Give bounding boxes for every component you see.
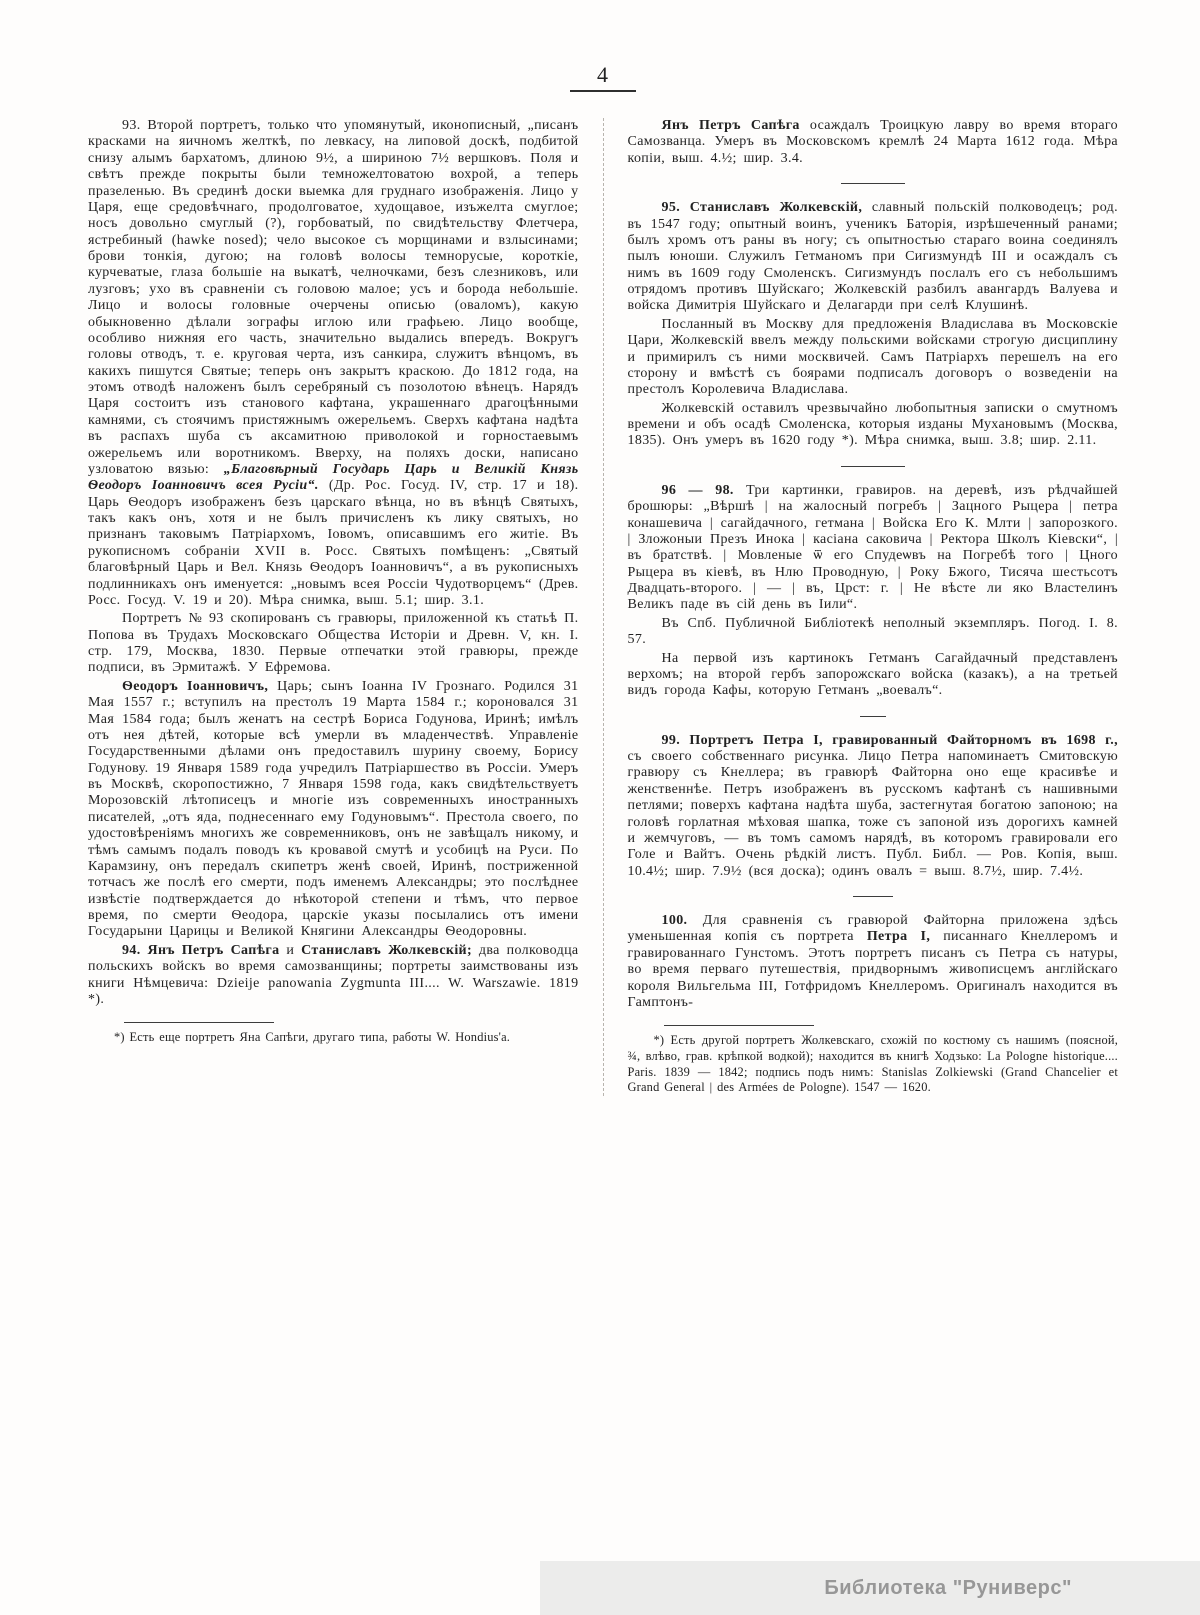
entry-93-provenance: Портретъ № 93 скопированъ съ гравюры, приложенной къ статьѣ П. Попова въ Трудахъ Московскаго Общества Исторіи и Древн. V, кн. I. стр. 179, Москва, 1830. Первые отпечатки этой гравюры, прежде подписи, въ Эрмитажѣ. У Ефремова. bbox=[88, 611, 579, 676]
section-separator bbox=[853, 896, 893, 897]
name-feodor: Ѳеодоръ Іоанновичъ, bbox=[122, 678, 269, 694]
page-number: 4 bbox=[597, 62, 609, 87]
paragraph-text: осаждалъ Троицкую лавру во время втораго Самозванца. Умеръ въ Московскомъ кремлѣ 24 Марта 1612 года. Мѣра копіи, выш. 4.½; шир. 3.4. bbox=[627, 118, 1118, 166]
section-separator bbox=[841, 183, 905, 184]
name-sapega: Янъ Петръ Сапѣга bbox=[147, 942, 280, 958]
entry-95-paragraph: Жолкевскій оставилъ чрезвычайно любопытныя записки о смутномъ времени и объ осадѣ Смоленска, которыя изданы Мухановымъ (Москва, 1835). Онъ умеръ въ 1620 году *). Мѣра снимка, выш. 3.8; шир. 2.11. bbox=[627, 400, 1118, 449]
page-header bbox=[88, 62, 1118, 92]
column-right bbox=[604, 118, 1119, 1096]
entry-99 bbox=[628, 733, 1119, 880]
paragraph-text: два полководца польскихъ войскъ во время самозванщины; портреты заимствованы изъ книги Нѣмцевича: Dzieije panowania Zygmunta III.... W. Warszawie. 1819 *). bbox=[88, 942, 579, 1007]
section-separator bbox=[860, 716, 886, 717]
name-peter: Петра I, bbox=[866, 929, 931, 945]
paragraph-text: Для сравненія съ гравюрой Файторна приложена здѣсь уменьшенная копія съ портрета bbox=[627, 913, 1118, 945]
section-separator bbox=[841, 466, 905, 467]
name-zholkiewski: 95. Станиславъ Жолкевскій, bbox=[661, 200, 863, 216]
entry-94-sapega-note bbox=[628, 118, 1119, 167]
paragraph-text: Три картинки, гравиров. на деревѣ, изъ рѣдчайшей брошюры: „Вѣршѣ | на жалосный погребъ | Зацного Рыцера | петра конашевича | сагайдачного, гетмана | Войска Его К. Млти | запорозкого. | Зложоныи Презъ Инока | касіана саковича | Ректора Школъ Кіевски“, | въ братствѣ. | Мовленые ѿ его Спудеѡвъ на Погребѣ того | Цного Рыцера въ кіевѣ, въ Нлю Проводную, | Року Бжого, Тисяча шестьсотъ Двадцать-второго. | — | въ, Црст: г. | Не вѣсте ли яко Властелинъ Великъ паде въ сій день въ Іили“. bbox=[627, 482, 1118, 613]
feodor-biography bbox=[88, 679, 579, 941]
entry-number: 96 — 98. bbox=[661, 482, 734, 498]
paragraph-text: 93. Второй портретъ, только что упомянутый, иконописный, „писанъ красками на яичномъ желткѣ, по левкасу, на липовой доскѣ, подбитой снизу алымъ бархатомъ, длиною 9½, а шириною 7½ вершковъ. Поля и свѣтъ прежде покрыты были темножелтоватою вохрой, а теперь празеленью. Въ срединѣ доски выемка для груднаго изображенія. Лицо у Царя, еще средовѣчнаго, продолговатое, худощавое, изъжелта смуглое; носъ довольно смуглый (?), горбоватый, по свидѣтельству Флетчера, ястребиный (hawke nosed); чело высокое съ морщинами и взлысинами; брови тонкія, дугою; на головѣ волосы темнорусые, короткіе, курчеватые, глаза большіе на выкатѣ, челночками, безъ слезниковъ, или лузговъ; ухо въ сравненіи съ головою малое; усъ и борода небольшіе. Лицо и волосы головные очерчены описью (оваломъ), какую обыкновенно дѣлали зографы иглою или графьею. Лицо вообще, особливо нижняя его часть, значительно выдались впередъ. Вокругъ головы отводъ, т. е. круговая черта, изъ санкира, служитъ вѣнцомъ, въ какихъ пишутся Святые; теперь онъ закрытъ краскою. До 1812 года, на этомъ отводѣ наложенъ былъ серебряный съ позолотою вѣнецъ. Нарядъ Царя состоитъ изъ станового кафтана, украшеннаго драгоцѣнными камнями, съ стоячимъ пристяжнымъ ожерельемъ. Сверхъ кафтана надѣта въ распахъ шуба съ аксамитною приволокой и горностаевымъ ожерельемъ или воротникомъ. Вверху, на поляхъ доски, написано узловатою вязью: bbox=[88, 118, 579, 477]
column-left bbox=[88, 118, 603, 1096]
footnote-left: *) Есть еще портретъ Яна Сапѣги, другаго типа, работы W. Hondius'a. bbox=[114, 1030, 511, 1045]
watermark: Библиотека "Руниверс" bbox=[824, 1576, 1072, 1599]
conjunction: и bbox=[279, 942, 302, 958]
footnote-right: *) Есть другой портретъ Жолкевскаго, схожій по костюму съ нашимъ (поясной, ¾, влѣво, грав. крѣпкой водкой); находится въ книгѣ Ходзько: La Pologne historique.... Paris. 1839 — 1842; подпись подъ нимъ: Stanislas Zolkiewski (Grand Chancelier et Grand General | des Armées de Pologne). 1547 — 1620. bbox=[627, 1033, 1118, 1095]
entry-96-98-paragraph: На первой изъ картинокъ Гетманъ Сагайдачный представленъ верхомъ; на второй гербъ запорожскаго войска (казакъ), а на третьей видъ города Кафы, которую Гетманъ „воевалъ“. bbox=[627, 650, 1118, 699]
name-sapega: Янъ Петръ Сапѣга bbox=[661, 118, 800, 133]
entry-100 bbox=[628, 913, 1119, 1011]
entry-number: 100. bbox=[661, 913, 703, 928]
entry-94 bbox=[88, 943, 579, 1009]
watermark-band bbox=[540, 1561, 1200, 1615]
name-zholkiewski: Станиславъ Жолкевскій; bbox=[301, 942, 472, 958]
entry-95 bbox=[628, 200, 1119, 315]
entry-title: 99. Портретъ Петра I, гравированный Файторномъ въ 1698 г., bbox=[661, 732, 1118, 748]
entry-96-98 bbox=[628, 483, 1119, 614]
inscription-quote: „Благовѣрный Государь Царь и Великій Князь Ѳеодоръ Іоанновичъ всея Русіи“. bbox=[88, 461, 579, 494]
paragraph-text: Царь; сынъ Іоанна IV Грознаго. Родился 31 Мая 1557 г.; вступилъ на престолъ 19 Марта 1584 г.; короновался 31 Мая 1584 года; былъ женатъ на сестрѣ Бориса Годунова, Иринѣ; имѣлъ отъ нея дѣтей, которые всѣ умерли въ младенчествѣ. Управленіе Государственными дѣлами онъ предоставилъ шурину своему, Борису Годунову. 19 Января 1589 года учредилъ Патріаршество въ Россіи. Умеръ въ Москвѣ, скоропостижно, 7 Января 1598 года, какъ свидѣтельствуетъ Морозовскій лѣтописецъ и многіе изъ современныхъ иностранныхъ писателей, „отъ яда, поднесеннаго ему Годуновымъ“. Престола своего, по удостовѣреніямъ многихъ же современниковъ, онъ не завѣщалъ никому, и тѣмъ самымъ подалъ поводъ къ кровавой смутѣ и усобицѣ на Руси. По Карамзину, онъ передалъ скипетръ женѣ своей, Иринѣ, постриженной тотчасъ же послѣ его смерти, подъ именемъ Александры; это послѣднее извѣстіе подтверждается до нѣкоторой степени и тѣмъ, что первое время, по смерти Ѳеодора, царскіе указы посылались отъ имени Государыни Царицы и Великой Княгини Александры Ѳеодоровны. bbox=[88, 678, 579, 940]
entry-93 bbox=[88, 118, 579, 609]
paragraph-text: славный польскій полководецъ; род. въ 1547 году; опытный воинъ, ученикъ Баторія, изрѣшеченный ранами; былъ хромъ отъ раны въ ногу; съ опытностью стараго воина соединялъ пылъ юноши. Служилъ Гетманомъ при Сигизмундѣ III и осаждалъ съ нимъ въ 1609 году Смоленскъ. Сигизмундъ послалъ его съ небольшимъ отрядомъ противъ Шуйскаго; Жолкевскій разбилъ авангардъ Валуева и войска Димитрія Шуйскаго и Делагарди при селѣ Клушинѣ. bbox=[627, 200, 1118, 314]
paragraph-text: съ своего собственнаго рисунка. Лицо Петра напоминаетъ Смитовскую гравюру съ Кнеллера; въ гравюрѣ Файторна оно еще красивѣе и женственнѣе. Петръ изображенъ въ русскомъ кафтанѣ съ нашивными петлями; поверхъ кафтана надѣта шуба, застегнутая богатою запоною; на головѣ горлатная мѣховая шапка, тоже съ запоной изъ дорогихъ камней и жемчуговъ, — въ томъ самомъ нарядѣ, въ которомъ гравировали его Голе и Вайтъ. Очень рѣдкій листъ. Публ. Библ. — Ров. Копія, выш. 10.4½; шир. 7.9½ (вся доска); одинъ овалъ = выш. 8.7½, шир. 7.4½. bbox=[627, 749, 1118, 879]
footnote-rule-left bbox=[124, 1022, 274, 1023]
paragraph-text: (Др. Рос. Госуд. IV, стр. 17 и 18). Царь Ѳеодоръ изображенъ безъ царскаго вѣнца, но въ вѣнцѣ Святыхъ, такъ какъ онъ, хотя и не былъ причисленъ къ лику святыхъ, но признанъ таковымъ Патріархомъ, Іовомъ, описавшимъ его житіе. Въ рукописномъ собраніи XVII в. Росс. Святыхъ помѣщенъ: „Святый благовѣрный Царь и Вел. Князь Ѳеодоръ Іоанновичъ“, а въ рукописныхъ подлинникахъ онъ именуется: „новымъ всея Россіи Чудотворцемъ“ (Древ. Росс. Госуд. V. 19 и 20). Мѣра снимка, выш. 5.1; шир. 3.1. bbox=[88, 478, 579, 608]
page-number-rule bbox=[570, 90, 636, 92]
columns bbox=[88, 118, 1118, 1096]
paragraph-text: писаннаго Кнеллеромъ и гравированнаго Гунстомъ. Этотъ портретъ писанъ съ Петра съ натуры, во время перваго путешествія, придворнымъ живописцемъ англійскаго короля Вильгельма III, Готфридомъ Кнеллеромъ. Оригиналъ находится въ Гамптонъ- bbox=[627, 929, 1119, 1010]
entry-95-paragraph: Посланный въ Москву для предложенія Владислава въ Московскіе Цари, Жолкевскій ввелъ между польскими войсками строгую дисциплину и примирилъ съ ними москвичей. Самъ Патріархъ перешелъ на его сторону и вмѣстѣ съ боярами подписалъ договоръ о возведеніи на престолъ Королевича Владислава. bbox=[627, 316, 1118, 398]
entry-96-98-paragraph: Въ Спб. Публичной Библіотекѣ неполный экземпляръ. Погод. I. 8. 57. bbox=[627, 615, 1118, 648]
entry-number: 94. bbox=[122, 942, 148, 958]
footnote-rule-right bbox=[664, 1025, 814, 1026]
